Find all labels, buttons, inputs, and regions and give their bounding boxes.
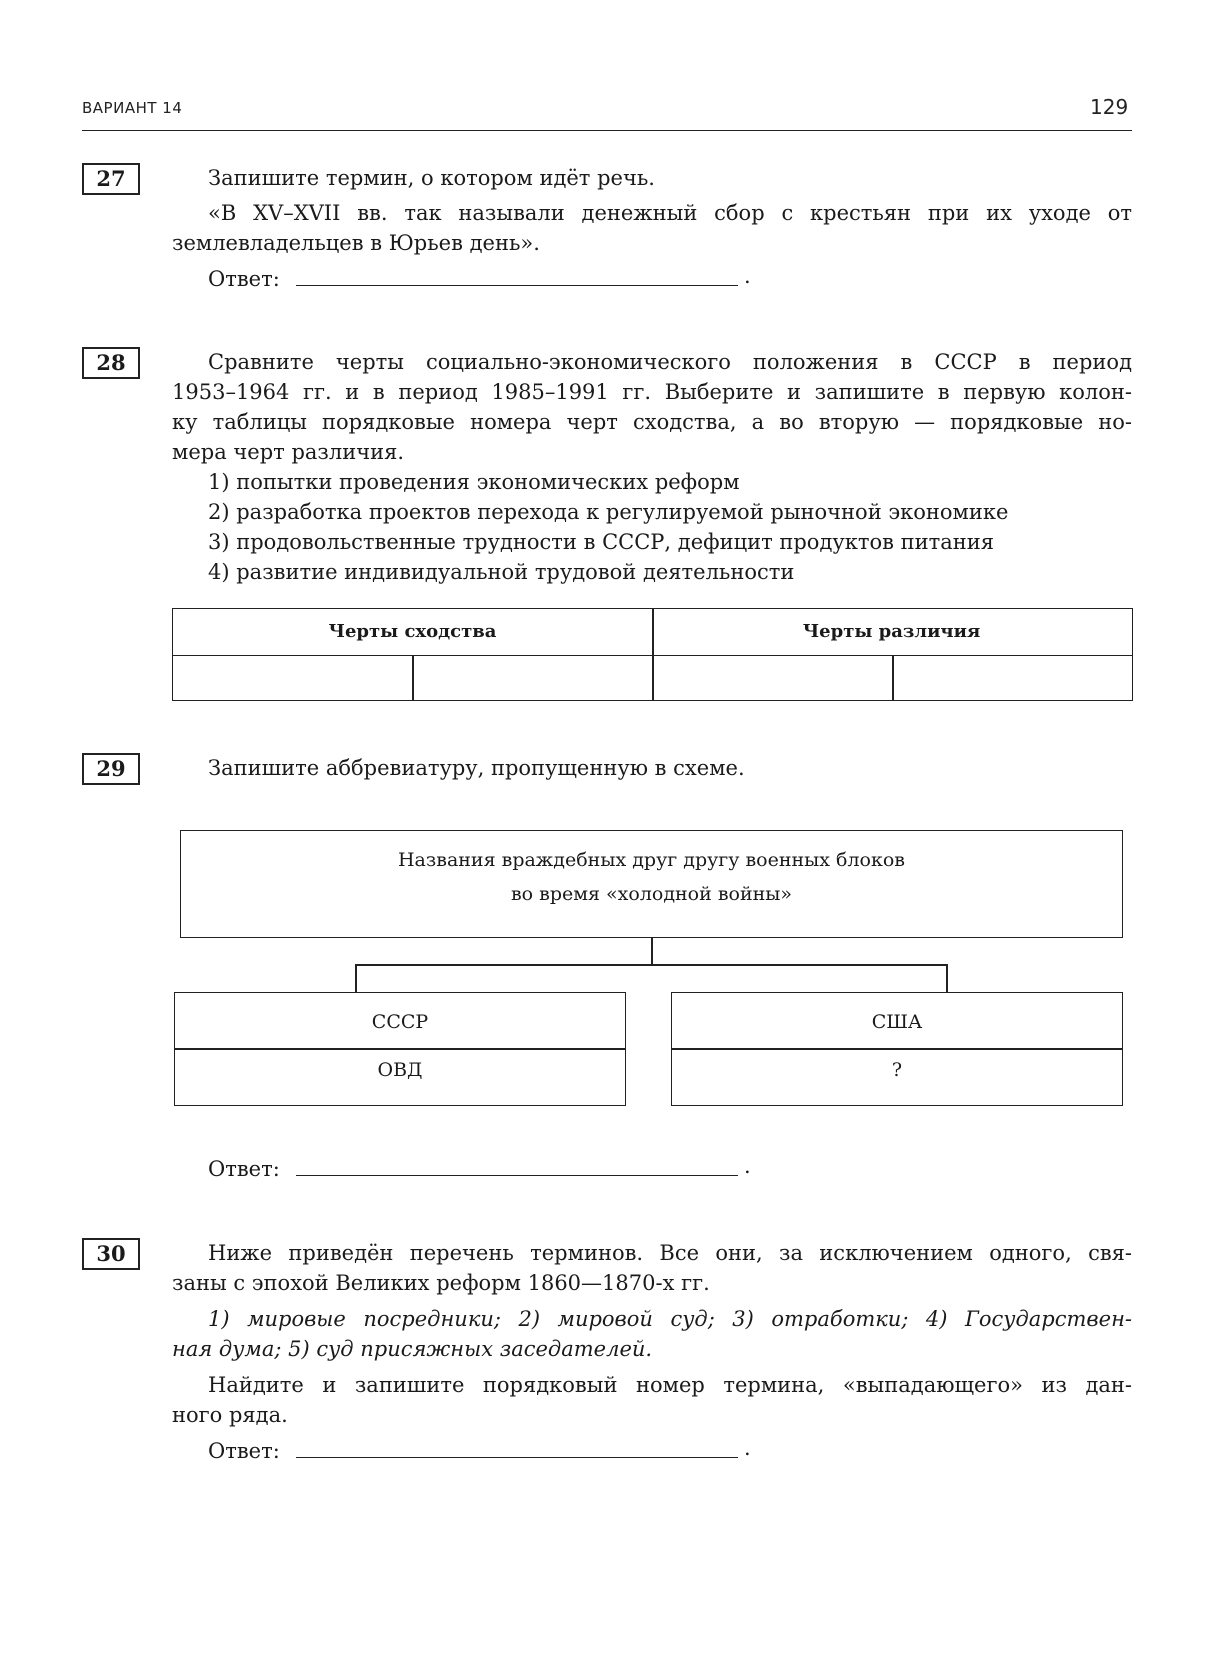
scheme-connector [355, 964, 357, 993]
q28-cell-different-1[interactable] [654, 656, 892, 700]
page-number: 129 [1090, 95, 1129, 119]
q28-option-3: 3) продовольственные трудности в СССР, дефицит продуктов питания [208, 530, 994, 554]
q28-option-4: 4) развитие индивидуальной трудовой деятельности [208, 560, 795, 584]
q27-prompt: Запишите термин, о котором идёт речь. [208, 166, 655, 190]
q30-answer-label: Ответ: [208, 1439, 280, 1463]
scheme-left-divider [175, 1048, 625, 1050]
q29-answer-label: Ответ: [208, 1157, 280, 1181]
q27-answer-label: Ответ: [208, 267, 280, 291]
q30-task-line-2: ного ряда. [172, 1403, 288, 1427]
scheme-left-box [174, 992, 626, 1106]
q28-cell-similar-2[interactable] [414, 656, 652, 700]
q30-terms-line-2: ная дума; 5) суд присяжных заседателей. [172, 1337, 653, 1361]
q27-answer-field[interactable] [296, 285, 738, 286]
q27-quote-line-1: «В XV–XVII вв. так называли денежный сбор с крестьян при их уходе от [208, 201, 1132, 225]
q30-text-line-2: заны с эпохой Великих реформ 1860—1870-х гг. [172, 1271, 710, 1295]
scheme-connector [946, 964, 948, 993]
scheme-right-bloc-missing: ? [891, 1059, 903, 1081]
q30-terms-line-1: 1) мировые посредники; 2) мировой суд; 3) отработки; 4) Государствен- [208, 1307, 1132, 1331]
q30-text-line-1: Ниже приведён перечень терминов. Все они, за исключением одного, свя- [208, 1241, 1132, 1265]
q29-answer-dot: . [744, 1154, 751, 1178]
scheme-title-line-1: Названия враждебных друг другу военных блоков [397, 849, 906, 871]
q28-option-1: 1) попытки проведения экономических реформ [208, 470, 740, 494]
question-number-30: 30 [82, 1238, 140, 1270]
question-number-27: 27 [82, 163, 140, 195]
q29-prompt: Запишите аббревиатуру, пропущенную в схеме. [208, 756, 745, 780]
q30-answer-dot: . [744, 1436, 751, 1460]
variant-label: ВАРИАНТ 14 [82, 99, 183, 117]
scheme-right-box [671, 992, 1123, 1106]
q30-answer-field[interactable] [296, 1457, 738, 1458]
q28-text-line-2: 1953–1964 гг. и в период 1985–1991 гг. Выберите и запишите в первую колон- [172, 380, 1132, 404]
header-divider [82, 130, 1132, 131]
q28-text-line-3: ку таблицы порядковые номера черт сходства, а во вторую — порядковые но- [172, 410, 1132, 434]
q28-text-line-4: мера черт различия. [172, 440, 405, 464]
scheme-right-country: США [871, 1011, 923, 1033]
q28-header-differences: Черты различия [802, 621, 981, 642]
scheme-right-divider [672, 1048, 1122, 1050]
q30-task-line-1: Найдите и запишите порядковый номер термина, «выпадающего» из дан- [208, 1373, 1132, 1397]
q28-option-2: 2) разработка проектов перехода к регулируемой рыночной экономике [208, 500, 1009, 524]
scheme-left-country: СССР [371, 1011, 429, 1033]
q29-answer-field[interactable] [296, 1175, 738, 1176]
q27-answer-dot: . [744, 264, 751, 288]
scheme-connector [651, 938, 653, 965]
scheme-left-bloc: ОВД [377, 1059, 423, 1081]
q28-cell-different-2[interactable] [894, 656, 1131, 700]
q28-header-similarities: Черты сходства [328, 621, 497, 642]
question-number-28: 28 [82, 347, 140, 379]
scheme-connector [355, 964, 947, 966]
q27-quote-line-2: землевладельцев в Юрьев день». [172, 231, 540, 255]
q28-cell-similar-1[interactable] [173, 656, 412, 700]
q28-answer-table [172, 608, 1133, 701]
scheme-title-line-2: во время «холодной войны» [510, 883, 793, 905]
scheme-title-box [180, 830, 1123, 938]
question-number-29: 29 [82, 753, 140, 785]
q28-text-line-1: Сравните черты социально-экономического положения в СССР в период [208, 350, 1132, 374]
